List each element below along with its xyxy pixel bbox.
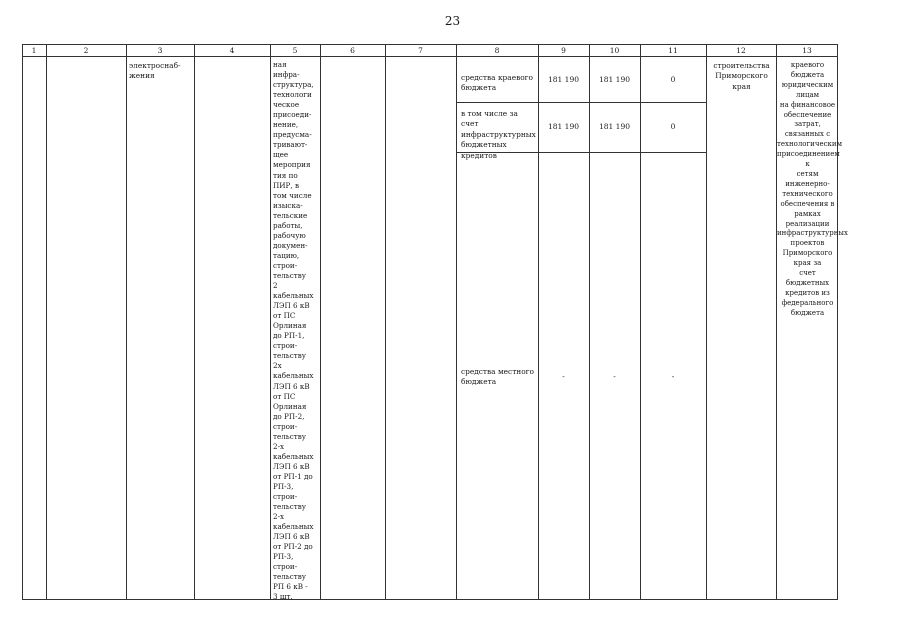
col5-line: технологи xyxy=(273,90,312,100)
col5-line: ЛЭП 6 кВ xyxy=(273,381,310,391)
col5-line: ПИР, в xyxy=(273,180,299,190)
col5-line: Орлиная xyxy=(273,401,307,411)
col-divider xyxy=(706,44,707,600)
col-header-4: 4 xyxy=(229,46,235,55)
col5-line: изыска- xyxy=(273,200,303,210)
col-header-8: 8 xyxy=(494,46,500,55)
col5-line: ческое xyxy=(273,100,300,110)
col5-line: том числе xyxy=(273,190,312,200)
col-header-12: 12 xyxy=(736,46,746,55)
col3-text: электроснаб- жения xyxy=(129,61,181,81)
col5-line: мероприя xyxy=(273,160,311,170)
row-value-c10: - xyxy=(613,372,616,381)
col-divider xyxy=(270,44,271,600)
col5-line: 2-х xyxy=(273,441,285,451)
col5-line: тривают- xyxy=(273,140,308,150)
col5-line: РП-3, xyxy=(273,552,294,562)
col-header-2: 2 xyxy=(83,46,89,55)
row-value-c9: 181 190 xyxy=(547,122,579,131)
col5-line: от РП-1 до xyxy=(273,471,313,481)
row-value-c9: - xyxy=(562,372,565,381)
col5-line: РП-3, xyxy=(273,481,294,491)
col5-line: ЛЭП 6 кВ xyxy=(273,301,310,311)
col5-line: тельству xyxy=(273,270,306,280)
col12-text: строительства Приморского края xyxy=(713,61,770,91)
col5-line: нение, xyxy=(273,120,299,130)
row-source: средства местного бюджета xyxy=(461,367,534,387)
col-header-3: 3 xyxy=(157,46,163,55)
col5-line: тельству xyxy=(273,572,306,582)
col-header-11: 11 xyxy=(668,46,678,55)
table-frame xyxy=(22,44,848,600)
col5-line: 3 шт. xyxy=(273,592,293,602)
col5-line: кабельных xyxy=(273,291,314,301)
col5-line: тельству xyxy=(273,351,306,361)
row-value-c11: - xyxy=(671,372,675,381)
col5-line: 2х xyxy=(273,361,282,371)
row-value-c10: 181 190 xyxy=(598,122,630,131)
page-number: 23 xyxy=(444,14,461,28)
col5-line: строи- xyxy=(273,341,298,351)
col5-line: тельству xyxy=(273,502,306,512)
row-divider xyxy=(456,102,706,103)
col5-line: РП 6 кВ - xyxy=(273,582,308,592)
col5-line: строи- xyxy=(273,492,298,502)
col13-text: краевого бюджета юридическим лицам на финансовое обеспечение затрат, связанных с технологическим присоединением к сетям инженерно- технического обеспечения в рамках реализации инфраструктурных проектов Приморского края за счет бюджетных кредитов из федерального бюджета xyxy=(777,61,848,317)
col5-line: кабельных xyxy=(273,451,314,461)
col5-line: ЛЭП 6 кВ xyxy=(273,532,310,542)
row-source: средства краевого бюджета xyxy=(461,73,534,93)
col5-line: 2-х xyxy=(273,512,285,522)
col-divider xyxy=(385,44,386,600)
col5-line: работы, xyxy=(273,220,303,230)
col5-line: щее xyxy=(273,150,289,160)
col5-line: строи- xyxy=(273,421,298,431)
col-header-13: 13 xyxy=(802,46,812,55)
col-divider xyxy=(126,44,127,600)
col5-line: от ПС xyxy=(273,391,296,401)
col-header-7: 7 xyxy=(418,46,423,55)
row-value-c11: 0 xyxy=(670,122,676,131)
col5-line: кабельных xyxy=(273,371,314,381)
col-header-10: 10 xyxy=(609,46,620,55)
col5-line: строи- xyxy=(273,260,298,270)
col5-line: от РП-2 до xyxy=(273,542,313,552)
row-value-c11: 0 xyxy=(670,75,676,84)
col5-line: кабельных xyxy=(273,522,314,532)
col5-line: ЛЭП 6 кВ xyxy=(273,461,310,471)
col-header-1: 1 xyxy=(31,46,37,55)
col5-line: рабочую xyxy=(273,230,306,240)
col-header-6: 6 xyxy=(350,46,355,55)
col5-line: тельству xyxy=(273,431,306,441)
col5-line: Орлиная xyxy=(273,321,307,331)
col5-line: 2 xyxy=(273,281,278,291)
col5-line: тельские xyxy=(273,210,308,220)
col-divider xyxy=(194,44,195,600)
col5-line: инфра- xyxy=(273,70,300,80)
col5-line: докумен- xyxy=(273,240,308,250)
col5-line: до РП-1, xyxy=(273,331,305,341)
col-header-9: 9 xyxy=(561,46,566,55)
row-value-c9: 181 190 xyxy=(547,75,579,84)
row-value-c10: 181 190 xyxy=(598,75,630,84)
row-source: в том числе за счет инфраструктурных бюджетных кредитов xyxy=(461,109,536,160)
col5-line: структура, xyxy=(273,80,314,90)
col5-line: предусма- xyxy=(273,130,312,140)
col-header-5: 5 xyxy=(292,46,298,55)
col5-line: от ПС xyxy=(273,311,296,321)
col5-line: присоеди- xyxy=(273,110,312,120)
col5-line: тия по xyxy=(273,170,298,180)
col-divider xyxy=(456,44,457,600)
col5-line: строи- xyxy=(273,562,298,572)
col-divider xyxy=(46,44,47,600)
col5-text xyxy=(273,60,321,603)
col5-line: ная xyxy=(273,60,287,69)
col5-line: тацию, xyxy=(273,250,300,260)
col5-line: до РП-2, xyxy=(273,411,305,421)
